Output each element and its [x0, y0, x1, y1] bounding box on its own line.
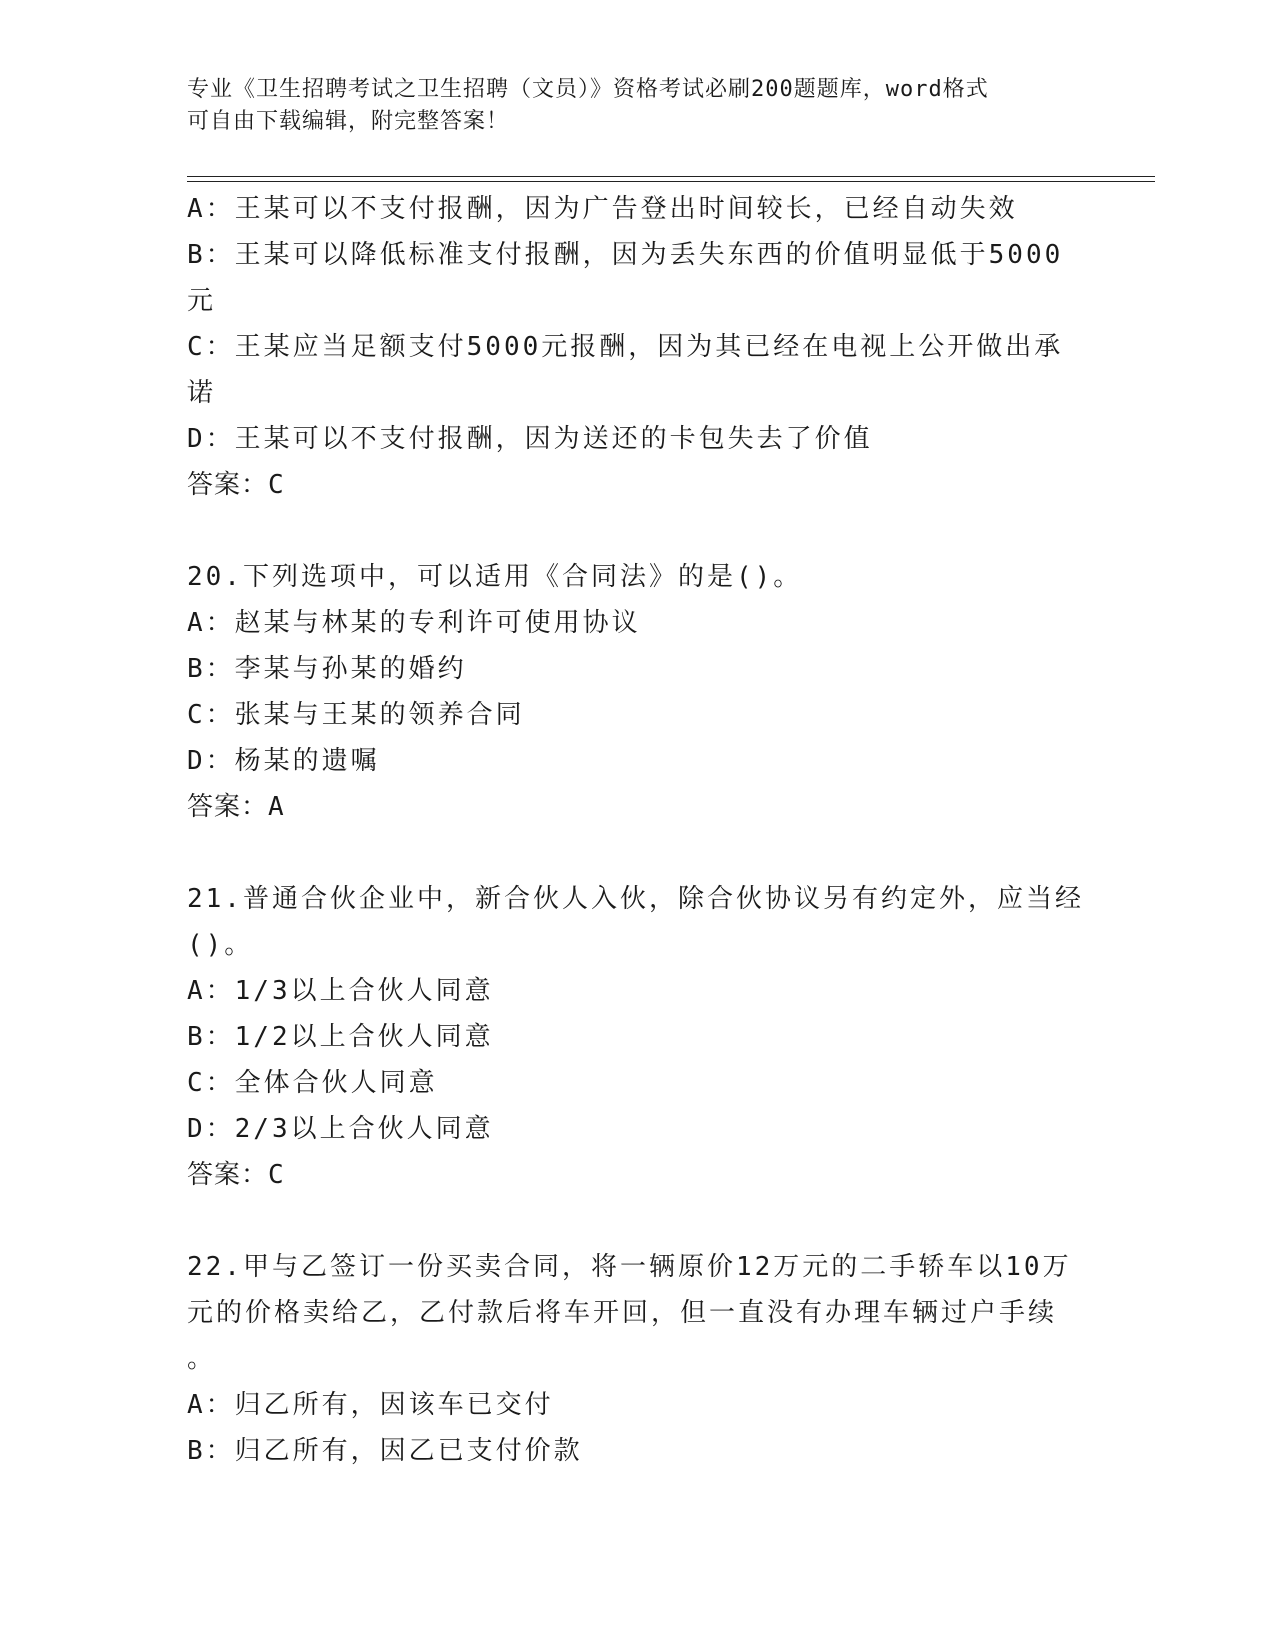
- header-title-line-2: 可自由下载编辑，附完整答案！: [187, 109, 510, 134]
- q19-option-b: B：王某可以降低标准支付报酬，因为丢失东西的价值明显低于5000: [187, 240, 1064, 270]
- question-gap: [187, 830, 1087, 876]
- q21-option-d: D：2/3以上合伙人同意: [187, 1114, 494, 1144]
- q22-option-a: A：归乙所有，因该车已交付: [187, 1390, 554, 1420]
- answer-label: 答案：: [187, 792, 269, 822]
- q21-stem: 21.普通合伙企业中，新合伙人入伙，除合伙协议另有约定外，应当经: [187, 884, 1084, 914]
- q21-stem-cont: ()。: [187, 930, 254, 960]
- document-header: [187, 74, 1067, 138]
- answer-value: A: [268, 792, 285, 822]
- q20-stem: 20.下列选项中，可以适用《合同法》的是()。: [187, 562, 803, 592]
- answer-value: C: [268, 470, 285, 500]
- q22-stem-cont: 元的价格卖给乙，乙付款后将车开回，但一直没有办理车辆过户手续: [187, 1298, 1058, 1328]
- q22-option-b: B：归乙所有，因乙已支付价款: [187, 1436, 583, 1466]
- q21-option-a: A：1/3以上合伙人同意: [187, 976, 494, 1006]
- q19-option-c-cont: 诺: [187, 378, 217, 408]
- question-gap: [187, 1198, 1087, 1244]
- q21-option-b: B：1/2以上合伙人同意: [187, 1022, 494, 1052]
- question-list: [187, 186, 1087, 1474]
- q20-option-c: C：张某与王某的领养合同: [187, 700, 525, 730]
- q21-answer: [187, 1152, 1087, 1198]
- q19-option-a: A：王某可以不支付报酬，因为广告登出时间较长，已经自动失效: [187, 194, 1018, 224]
- q19-option-c: C：王某应当足额支付5000元报酬，因为其已经在电视上公开做出承: [187, 332, 1064, 362]
- answer-value: C: [268, 1160, 285, 1190]
- answer-label: 答案：: [187, 470, 269, 500]
- q20-option-d: D：杨某的遗嘱: [187, 746, 380, 776]
- q20-answer: [187, 784, 1087, 830]
- header-divider-top: [187, 176, 1155, 177]
- q20-option-b: B：李某与孙某的婚约: [187, 654, 467, 684]
- q19-answer: [187, 462, 1087, 508]
- question-gap: [187, 508, 1087, 554]
- q22-stem: 22.甲与乙签订一份买卖合同，将一辆原价12万元的二手轿车以10万: [187, 1252, 1072, 1282]
- header-title-line-1: 专业《卫生招聘考试之卫生招聘（文员）》资格考试必刷200题题库，word格式: [187, 77, 989, 102]
- q19-option-d: D：王某可以不支付报酬，因为送还的卡包失去了价值: [187, 424, 873, 454]
- q22-stem-cont-2: 。: [187, 1344, 217, 1374]
- header-divider-bottom: [187, 181, 1155, 182]
- q21-option-c: C：全体合伙人同意: [187, 1068, 438, 1098]
- answer-label: 答案：: [187, 1160, 269, 1190]
- q20-option-a: A：赵某与林某的专利许可使用协议: [187, 608, 641, 638]
- q19-option-b-cont: 元: [187, 286, 217, 316]
